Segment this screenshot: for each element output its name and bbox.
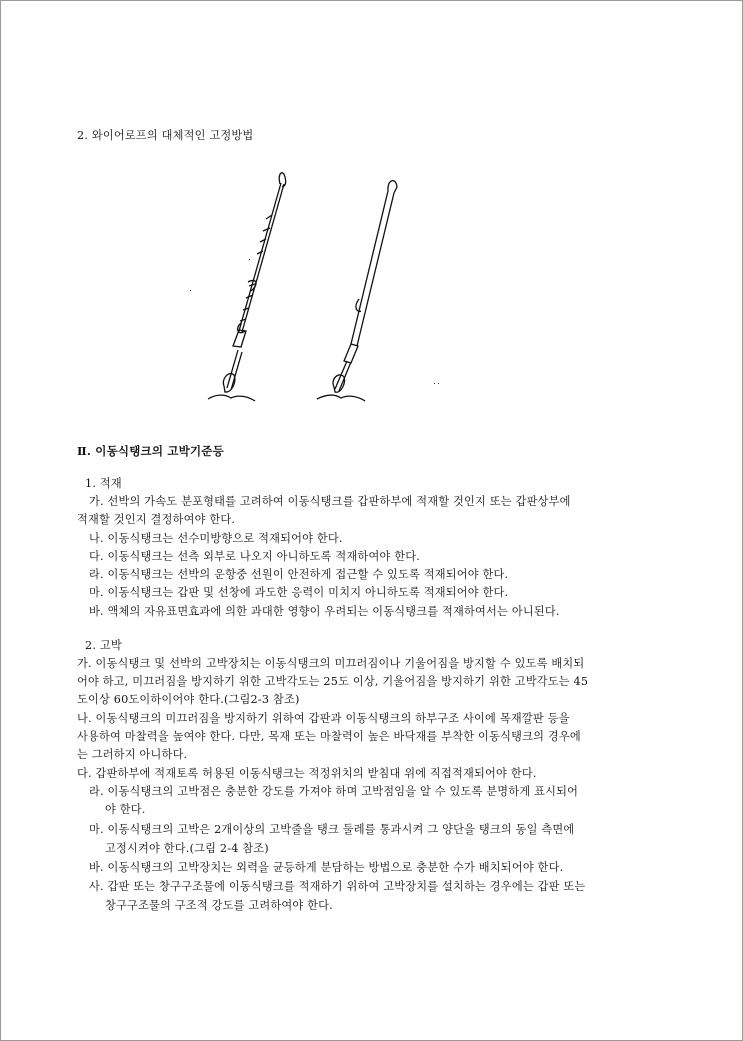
s1-item-ga-line2: 적재할 것인지 결정하여야 한다. bbox=[77, 513, 236, 526]
right-rope-drawing bbox=[317, 181, 397, 401]
s2-item-ga-line3: 도이상 60도이하이어야 한다.(그림2-3 참조) bbox=[77, 693, 300, 706]
scan-specks bbox=[190, 259, 439, 384]
s1-item-na: 나. 이동식탱크는 선수미방향으로 적재되어야 한다. bbox=[89, 532, 343, 545]
s2-item-ga-line2: 어야 하고, 미끄러짐을 방지하기 위한 고박각도는 25도 이상, 기울어짐을 방지하기 위한 고박각도는 45 bbox=[77, 675, 589, 688]
s2-item-ma-line1: 마. 이동식탱크의 고박은 2개이상의 고박줄을 탱크 둘레를 통과시켜 그 양단을 탱크의 동일 측면에 bbox=[89, 823, 575, 836]
s2-item-na-line2: 사용하여 마찰력을 높여야 한다. 다만, 목재 또는 마찰력이 높은 바닥재를 부착한 이동식탱크의 경우에 bbox=[77, 730, 581, 743]
s1-item-ba: 바. 액체의 자유표면효과에 의한 과대한 영향이 우려되는 이동식탱크를 적재하여서는 아니된다. bbox=[89, 605, 560, 618]
s2-title: 2. 고박 bbox=[85, 639, 122, 652]
s1-item-ra: 라. 이동식탱크는 선박의 운항중 선원이 안전하게 접근할 수 있도록 적재되어야 한다. bbox=[89, 568, 509, 581]
s2-item-sa-line2: 창구구조물의 구조적 강도를 고려하여야 한다. bbox=[105, 899, 333, 912]
s2-item-ma-line2: 고정시켜야 한다.(그림 2-4 참조) bbox=[105, 842, 269, 855]
wire-rope-fixing-figure bbox=[1, 1, 743, 421]
s2-item-ra-line1: 라. 이동식탱크의 고박점은 충분한 강도를 가져야 하며 고박점임을 알 수 있도록 분명하게 표시되어 bbox=[89, 785, 579, 798]
s2-item-ga-line1: 가. 이동식탱크 및 선박의 고박장치는 이동식탱크의 미끄러짐이나 기울어짐을 방지할 수 있도록 배치되 bbox=[77, 657, 585, 670]
s1-item-ga-line1: 가. 선박의 가속도 분포형태를 고려하여 이동식탱크를 갑판하부에 적재할 것인지 또는 갑판상부에 bbox=[89, 495, 571, 508]
s2-item-da: 다. 갑판하부에 적재토록 허용된 이동식탱크는 적정위치의 받침대 위에 직접적재되어야 한다. bbox=[77, 767, 537, 780]
s2-item-na-line1: 나. 이동식탱크의 미끄러짐을 방지하기 위하여 갑판과 이동식탱크의 하부구조 사이에 목재깔판 등을 bbox=[77, 712, 570, 725]
left-rope-drawing bbox=[208, 173, 286, 401]
chapter-heading: Ⅱ. 이동식탱크의 고박기준등 bbox=[77, 444, 224, 458]
section-2-title: 2. 와이어로프의 대체적인 고정방법 bbox=[77, 129, 254, 142]
s1-item-da: 다. 이동식탱크는 선측 외부로 나오지 아니하도록 적재하여야 한다. bbox=[89, 550, 420, 563]
s2-item-sa-line1: 사. 갑판 또는 창구구조물에 이동식탱크를 적재하기 위하여 고박장치를 설치하는 경우에는 갑판 또는 bbox=[89, 880, 586, 893]
s1-item-ma: 마. 이동식탱크는 갑판 및 선창에 과도한 응력이 미치지 아니하도록 적재되어야 한다. bbox=[89, 586, 509, 599]
s2-item-ba: 바. 이동식탱크의 고박장치는 외력을 균등하게 분담하는 방법으로 충분한 수가 배치되어야 한다. bbox=[89, 861, 564, 874]
s1-item-ga bbox=[89, 495, 667, 509]
s2-item-ra-line2: 야 한다. bbox=[105, 803, 146, 816]
s2-item-na-line3: 는 그러하지 아니하다. bbox=[77, 748, 188, 761]
s1-title: 1. 적재 bbox=[85, 477, 122, 490]
